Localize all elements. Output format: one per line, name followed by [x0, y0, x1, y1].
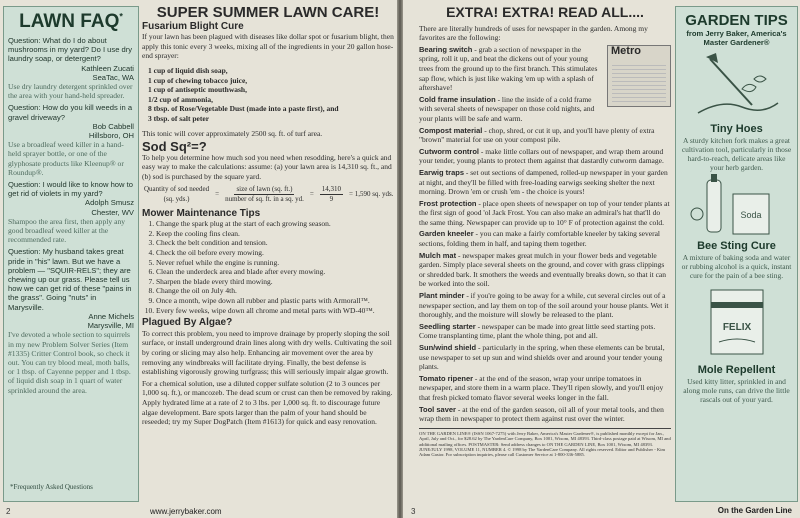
svg-text:Soda: Soda	[739, 210, 762, 220]
extra-intro: There are literally hundreds of uses for newspaper in the garden. Among my favorites are the following:	[419, 23, 648, 43]
lawn-care-column	[142, 4, 394, 429]
tip-desc: - grab a section of newspaper in the spring, roll it up, and beat the dickens out of your young trees from the ground up to the first branch. This stimulates sap flow, which is just like waking 'em up with a splash of aftershave!	[419, 44, 598, 93]
tip-desc: - at the end of the garden season, oil all of your metal tools, and then wrap them in newspaper to protect them against rust over the winter.	[419, 404, 664, 424]
tip-text-bee-sting: A mixture of baking soda and water or rubbing alcohol is a quick, instant cure for the pain of a bee sting.	[681, 253, 792, 280]
tip-title: Sun/wind shield	[419, 343, 477, 352]
tip-desc: - newspaper makes great mulch in your flower beds and vegetable garden. Simply place several sheets on the ground, and cover with grass clippings or shredded bark. It smothers the weeds and eventually breaks down, so that it can be worked into the soil.	[419, 250, 667, 289]
faq-question: Question: My husband takes great pride in "his" lawn. But we have a problem — "SQUIR-RELS"; they are chewing up our grass. Please tell us how we can get rid of these "pains in the grass". Going "nuts" in Marysville.	[8, 247, 132, 312]
newspaper-tip	[419, 374, 671, 403]
fusarium-heading: Fusarium Blight Cure	[142, 20, 244, 32]
faq-footnote: *Frequently Asked Questions	[10, 483, 93, 491]
formula-lhs: Quantity of sod needed (sq. yds.)	[144, 185, 210, 203]
baking-soda-illustration	[689, 174, 785, 238]
faq-place: SeaTac, WA	[92, 72, 134, 82]
lawn-faq-sidebar	[3, 6, 139, 502]
tip-title: Garden kneeler	[419, 229, 474, 239]
tip-title: Earwig traps	[419, 167, 465, 177]
tip-text-mole: Used kitty litter, sprinkled in and along mole runs, can drive the little rascals out of your yard.	[683, 377, 790, 404]
tip-title: Bearing switch	[419, 44, 473, 54]
faq-name: Anne Michels	[88, 311, 134, 321]
newspaper-tip	[419, 291, 671, 320]
faq-name: Bob Cabbell	[92, 121, 134, 131]
tip-desc: - make little collars out of newspaper, and wrap them around your tender, young plants to protect them against that dastardly cutworm damage.	[419, 146, 664, 166]
tip-desc: - you can make a fairly comfortable kneeler by taking several sections, folding them in half, and taping them together.	[419, 229, 660, 249]
algae-p1: To correct this problem, you need to improve drainage by properly sloping the soil surface, or install underground drain lines along with dry wells. Cultivating the soil by coring or slicing may also help. Enhancing air movement over the area by removing any windbreaks will facilitate drying. Finally, the best defense is establishing vigorously growing turfgrass; this will seriously impair algae growth.	[142, 328, 392, 377]
publication-footer: On the Garden Line	[717, 506, 792, 515]
tip-title: Tool saver	[419, 404, 456, 414]
faq-name: Kathleen Zucati	[81, 63, 134, 73]
faq-place: Hillsboro, OH	[88, 131, 134, 141]
recipe-line: 1 cup of chewing tobacco juice,	[148, 75, 248, 85]
mower-tip: 9. Once a month, wipe down all rubber and plastic parts with Armorall™.	[156, 296, 394, 306]
tip-title: Compost material	[419, 125, 483, 135]
newspaper-tip	[419, 229, 671, 248]
mower-tip: 10. Every few weeks, wipe down all chrome and metal parts with WD-40™.	[156, 306, 394, 316]
hoe-illustration	[692, 49, 782, 121]
tip-text-tiny-hoes: A sturdy kitchen fork makes a great cultivation tool, particularly in those hard-to-reach, delicate areas like your herb garden.	[681, 136, 792, 172]
tip-desc: - place open sheets of newspaper on top of your tender plants at the first sign of good 'ol Jack Frost. You can also make an admiral's hat that'll do the same thing. Newspaper can provide up to 10° F of protection against the cold.	[419, 198, 670, 227]
svg-text:FELIX: FELIX	[722, 322, 751, 333]
newspaper-tip	[419, 251, 671, 289]
tip-heading-mole: Mole Repellent	[697, 364, 776, 376]
formula-result: = 1,590 sq. yds.	[349, 189, 394, 198]
recipe-line: 3 tbsp. of salt peter	[148, 113, 210, 123]
mower-tip: 8. Change the oil on July 4th.	[156, 286, 394, 296]
tip-desc: - chop, shred, or cut it up, and you'll have plenty of extra "brown" material for use on your compost pile.	[419, 125, 655, 145]
fusarium-recipe	[148, 66, 394, 124]
mower-tips-list	[156, 219, 394, 315]
faq-question: Question: How do you kill weeds in a gravel driveway?	[8, 103, 133, 122]
tip-desc: - line the inside of a cold frame with several sheets of newspaper on those cold nights, and your plants will be safe and warm.	[419, 94, 595, 123]
newspaper-tip	[419, 147, 671, 166]
newspaper-uses-column	[419, 4, 671, 458]
mower-tip: 6. Clean the underdeck area and blade after every mowing.	[156, 267, 394, 277]
faq-name: Adolph Smusz	[85, 198, 134, 208]
garden-tips-sidebar	[675, 6, 798, 502]
extra-title: EXTRA! EXTRA! READ ALL....	[446, 4, 644, 20]
recipe-line: 8 tbsp. of Rose/Vegetable Dust (made into a paste first), and	[148, 104, 339, 114]
right-page	[403, 0, 800, 518]
tip-heading-bee-sting: Bee Sting Cure	[697, 240, 776, 252]
tip-desc: - if you're going to be away for a while, cut several circles out of a newspaper section, and lay them on top of the soil around your house plants. Wet it thoroughly, and the moisture will slowly be released to the plant.	[419, 291, 669, 320]
algae-heading: Plagued By Algae?	[142, 317, 233, 329]
tip-title: Tomato ripener	[419, 373, 474, 383]
faq-body	[4, 36, 138, 395]
newspaper-tip	[419, 322, 671, 341]
recipe-line: 1/2 cup of ammonia,	[148, 94, 214, 104]
mower-tip: 4. Check the oil before every mowing.	[156, 248, 394, 258]
fusarium-outro: This tonic will cover approximately 2500 sq. ft. of turf area.	[142, 128, 323, 138]
mower-tip: 7. Sharpen the blade every third mowing.	[156, 277, 394, 287]
formula-fraction: $\frac{\text{size of lawn (sq. ft.)}}{\text{number of sq. ft. in a sq. yd.}}$	[225, 184, 304, 204]
newspaper-tip	[419, 126, 671, 145]
faq-question: Question: I would like to know how to get rid of violets in my yard?	[8, 180, 133, 199]
tip-title: Cold frame insulation	[419, 94, 496, 104]
newspaper-masthead: Metro	[611, 44, 641, 57]
tip-title: Plant minder	[419, 291, 465, 301]
recipe-line: 1 cup of antiseptic mouthwash,	[148, 85, 247, 95]
formula-numbers: $\frac{14,310}{9}$	[321, 184, 342, 204]
publication-imprint: ON THE GARDEN LINE® (ISSN 1067-7275) with Jerry Baker, America's Master Gardener®, is published monthly except for Jan., April, July and Oct., for $28.62 by The YardenCare Company, Box 1001, Wixom, MI 48393. Third-class postage paid at Wixom, MI and additional mailing offices. POSTMASTER: Send address changes to ON THE GARDEN LINE, Box 1001, Wixom, MI 48393. JUNE/JULY 1998, VOLUME 11, NUMBER 4. © 1998 by The YardenCare Company. All rights reserved. Editor and Publisher - Kim Adam Gasior. For subscription inquiries, please call Customer Service at 1-800-336-5885.	[419, 428, 671, 458]
tip-desc: - particularly in the spring, when these elements can be brutal, use newspaper to set up sun and wind shields over and around your tender young plants.	[419, 343, 665, 372]
faq-answer: Use dry laundry detergent sprinkled over the area with your hand-held spreader.	[8, 82, 133, 101]
mower-tip: 5. Never refuel while the engine is running.	[156, 258, 394, 268]
mower-tip: 2. Keep the cooling fins clean.	[156, 229, 394, 239]
tip-title: Mulch mat	[419, 250, 457, 260]
newspaper-tip	[419, 168, 671, 197]
faq-answer: I've devoted a whole section to squirrels in my new Problem Solver Series (Item #1335) Critter Control book, so check it out. You can try blood meal, moth balls, or 1 tbsp. of Cayenne pepper and 1 tbsp. of liquid dish soap in 1 quart of water sprinkled around the area.	[8, 330, 131, 395]
page-number-left: 2	[6, 507, 11, 516]
faq-place: Marysville, MI	[87, 321, 134, 331]
tip-desc: - at the end of the season, wrap your unripe tomatoes in newspaper, and store them in a warm place. They'll ripen slowly, and you'll enjoy that fresh picked tomato flavor several weeks longer in the fall.	[419, 373, 664, 402]
tip-desc: - newspaper can be made into great little seed starting pots. Come transplanting time, plant the whole thing, pot and all.	[419, 321, 656, 341]
newspaper-tip	[419, 199, 671, 228]
faq-question: Question: What do I do about mushrooms in my yard? Do I use dry laundry soap, or detergent?	[8, 36, 133, 64]
garden-tips-subtitle: from Jerry Baker, America's Master Gardener®	[686, 29, 787, 47]
faq-answer: Use a broadleaf weed killer in a hand-held sprayer bottle, or one of the glyphosate products like Kleenup® or Roundup®.	[8, 140, 124, 177]
newspaper-tip	[419, 405, 671, 424]
recipe-line: 1 cup of liquid dish soap,	[148, 65, 228, 75]
mower-tip: 3. Check the belt condition and tension.	[156, 238, 394, 248]
tip-heading-tiny-hoes: Tiny Hoes	[710, 123, 763, 135]
sod-intro: To help you determine how much sod you need when resodding, here's a quick and easy way to make the calculations: assume: (a) your lawn area is 14,310 sq. ft., and (b) sod is purchased by the square yard.	[142, 152, 392, 181]
tip-title: Frost protection	[419, 198, 477, 208]
newspaper-tip	[419, 343, 671, 372]
website-url[interactable]: www.jerrybaker.com	[150, 507, 222, 516]
faq-place: Chester, WV	[91, 207, 134, 217]
mower-tip: 1. Change the spark plug at the start of each growing season.	[156, 219, 394, 229]
sod-formula: Quantity of sod needed (sq. yds.) = $\frac{\text{size of lawn (sq. ft.)}}{\text{number of sq. ft. in a sq. yd.}}$ = $\frac{14,310}{9}$ = 1,590 sq. yds.	[144, 184, 394, 204]
main-title: SUPER SUMMER LAWN CARE!	[156, 4, 380, 21]
fusarium-intro: If your lawn has been plagued with diseases like dollar spot or fusarium blight, then apply this tonic every 3 weeks, mixing all of the ingredients in your 20 gallon hose-end sprayer:	[142, 32, 394, 61]
algae-p2: For a chemical solution, use a diluted copper sulfate solution (2 to 3 ounces per 1,000 sq. ft.), or mancozeb. The dead scum or crust can then be removed by raking. Apply hydrated lime at a rate of 2 to 3 lbs. per 1,000 sq. ft. to discourage future algae development. Bare spots larger than the palm of your hand should be reseeded; try my Super DogPatch (Item #1613) for quick and easy renovation.	[142, 378, 393, 427]
tip-title: Seedling starter	[419, 321, 476, 331]
newspaper-illustration	[607, 45, 671, 107]
tip-desc: - set out sections of dampened, rolled-up newspaper in your garden at night, and they'll be filled with free-loading earwigs seeking shelter the next morning. Drown 'em or crush 'em - the choice is yours!	[419, 167, 668, 197]
sod-heading: Sod Sq²=?	[142, 139, 207, 155]
faq-title: LAWN FAQ*	[19, 11, 123, 32]
faq-answer: Shampoo the area first, then apply any good broadleaf weed killer at the recommended rate.	[8, 216, 126, 245]
mower-heading: Mower Maintenance Tips	[142, 207, 261, 219]
page-number-right: 3	[411, 507, 416, 516]
kitty-litter-illustration	[697, 282, 777, 362]
garden-tips-title: GARDEN TIPS	[685, 12, 788, 29]
tip-title: Cutworm control	[419, 146, 479, 156]
left-page	[0, 0, 397, 518]
